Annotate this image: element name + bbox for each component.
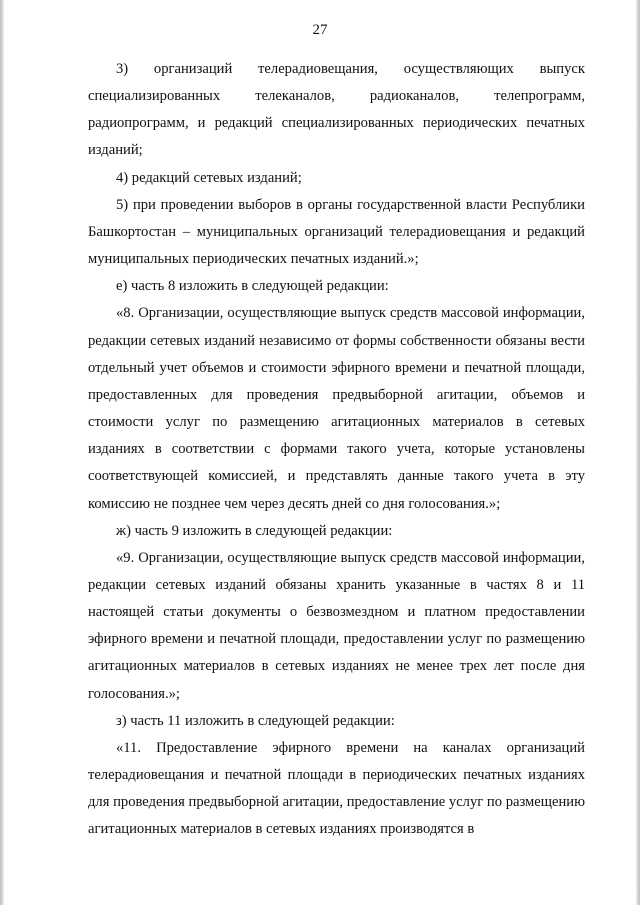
paragraph-item-5: 5) при проведении выборов в органы государственной власти Республики Башкортостан – муниципальных организаций телерадиовещания и редакций муниципальных периодических печатных изданий.»; [88, 196, 585, 268]
page-number: 27 [312, 22, 328, 38]
paragraph-amend-zh: ж) часть 9 изложить в следующей редакции: [116, 522, 393, 539]
paragraph-part-8: «8. Организации, осуществляющие выпуск средств массовой информации, редакции сетевых изданий независимо от формы собственности обязаны вести отдельный учет объемов и стоимости эфирного времени и печатной площади, предоставленных для проведения предвыборной агитации, объемов и стоимости услуг по размещению агитационных материалов в сетевых изданиях в соответствии с формами такого учета, которые установлены соответствующей комиссией, и представлять данные такого учета в эту комиссию не позднее чем через десять дней со дня голосования.»; [88, 305, 585, 512]
scan-edge-left [0, 0, 4, 905]
paragraph-amend-e: е) часть 8 изложить в следующей редакции: [116, 278, 389, 295]
scan-edge-right [636, 0, 640, 905]
paragraph-amend-z: з) часть 11 изложить в следующей редакции: [116, 712, 395, 729]
body-text [88, 56, 585, 844]
paragraph-part-9: «9. Организации, осуществляющие выпуск средств массовой информации, редакции сетевых изданий обязаны хранить указанные в частях 8 и 11 настоящей статьи документы о безвозмездном и платном предоставлении эфирного времени и печатной площади, предоставлении услуг по размещению агитационных материалов в сетевых изданиях не менее трех лет после дня голосования.»; [88, 549, 585, 702]
paragraph-item-3: 3) организаций телерадиовещания, осуществляющих выпуск специализированных телеканалов, радиоканалов, телепрограмм, радиопрограмм, и редакций специализированных периодических печатных изданий; [88, 61, 585, 159]
paragraph-item-4: 4) редакций сетевых изданий; [116, 169, 302, 186]
paragraph-part-11: «11. Предоставление эфирного времени на каналах организаций телерадиовещания и печатной площади в периодических печатных изданиях для проведения предвыборной агитации, предоставление услуг по размещению агитационных материалов в сетевых изданиях производятся в [88, 739, 585, 838]
